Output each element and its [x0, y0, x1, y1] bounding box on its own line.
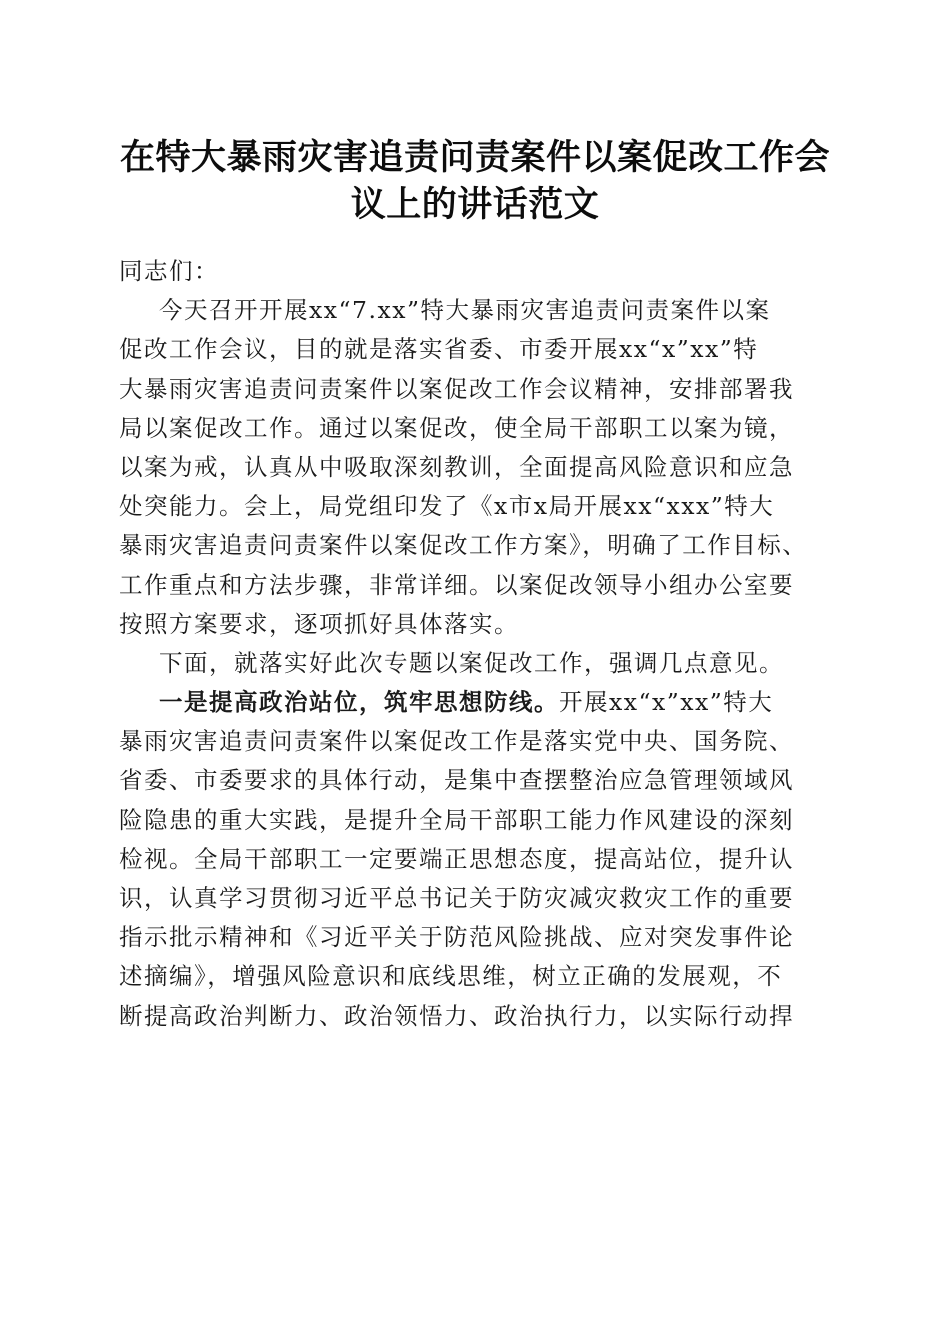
paragraph-lead-heading: 一是提高政治站位，筑牢思想防线。 [159, 688, 559, 717]
paragraph-line: 暴雨灾害追责问责案件以案促改工作方案》，明确了工作目标、 [119, 531, 808, 560]
document-title [100, 134, 850, 228]
paragraph-line: 大暴雨灾害追责问责案件以案促改工作会议精神，安排部署我 [119, 374, 794, 403]
paragraph-line-rest: 开展xx“x”xx”特大 [559, 688, 774, 717]
paragraph-line [119, 683, 833, 722]
paragraph-line: 险隐患的重大实践，是提升全局干部职工能力作风建设的深刻 [119, 805, 794, 834]
paragraph-line: 指示批示精神和《习近平关于防范风险挑战、应对突发事件论 [119, 923, 794, 952]
paragraph-line: 述摘编》，增强风险意识和底线思维，树立正确的发展观，不 [119, 962, 783, 991]
paragraph-line: 断提高政治判断力、政治领悟力、政治执行力，以实际行动捍 [119, 1001, 794, 1030]
paragraph-line: 下面，就落实好此次专题以案促改工作，强调几点意见。 [159, 648, 784, 677]
salutation: 同志们： [119, 257, 219, 285]
paragraph-line: 识，认真学习贯彻习近平总书记关于防灾减灾救灾工作的重要 [119, 884, 794, 912]
paragraph-line: 工作重点和方法步骤，非常详细。以案促改领导小组办公室要 [119, 570, 794, 599]
paragraph-line: 检视。全局干部职工一定要端正思想态度，提高站位，提升认 [119, 844, 794, 873]
paragraph-line: 省委、市委要求的具体行动，是集中查摆整治应急管理领域风 [119, 766, 794, 795]
title-line: 议上的讲话范文 [350, 184, 600, 225]
paragraph-line: 以案为戒，认真从中吸取深刻教训，全面提高风险意识和应急 [119, 452, 794, 481]
paragraph-line: 暴雨灾害追责问责案件以案促改工作是落实党中央、国务院、 [119, 727, 794, 756]
paragraph-line: 促改工作会议，目的就是落实省委、市委开展xx“x”xx”特 [119, 335, 759, 364]
paragraph-line: 按照方案要求，逐项抓好具体落实。 [119, 609, 519, 638]
paragraph-line: 局以案促改工作。通过以案促改，使全局干部职工以案为镜， [119, 413, 794, 442]
paragraph-line: 今天召开开展xx“7.xx”特大暴雨灾害追责问责案件以案 [159, 296, 771, 325]
title-line: 在特大暴雨灾害追责问责案件以案促改工作会 [119, 137, 830, 178]
document-body [119, 252, 833, 1036]
paragraph-line: 处突能力。会上，局党组印发了《x市x局开展xx“xxx”特大 [119, 492, 775, 521]
